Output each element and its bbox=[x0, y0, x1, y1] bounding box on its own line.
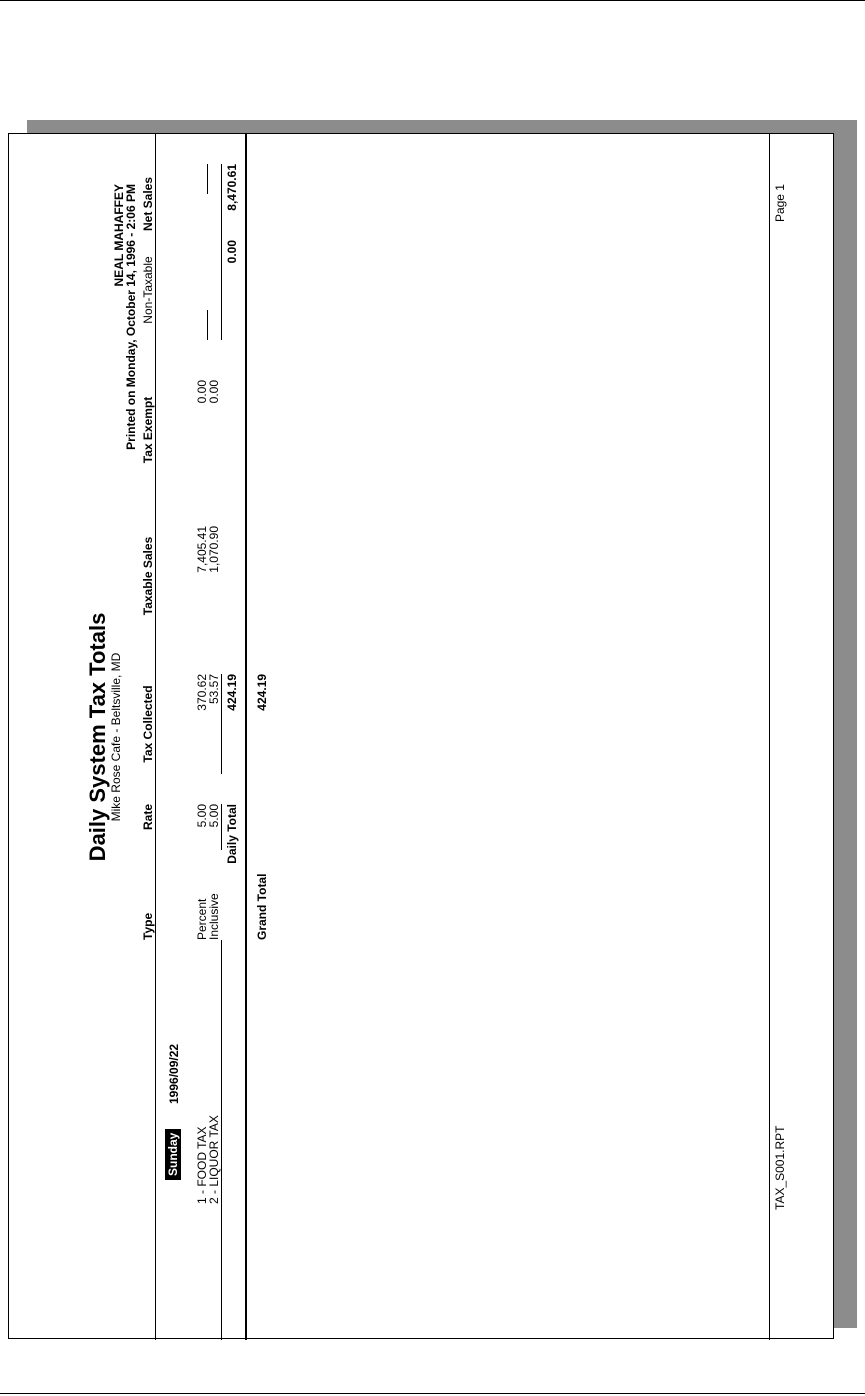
report-subtitle: Mike Rose Cafe - Beltsville, MD bbox=[109, 652, 123, 822]
footer-rule bbox=[769, 134, 770, 1340]
row-taxable-sales: 1,070.90 bbox=[207, 526, 221, 573]
daily-total-non-taxable: 0.00 bbox=[225, 240, 239, 264]
detail-rule bbox=[221, 940, 222, 1340]
row-type: Inclusive bbox=[207, 893, 221, 940]
bottom-rule bbox=[0, 1393, 865, 1394]
row-type: Percent bbox=[195, 898, 209, 940]
tax-collected-total-rule bbox=[221, 674, 222, 774]
rate-total-rule bbox=[221, 804, 222, 850]
header-rule bbox=[155, 134, 156, 1340]
daily-total-tax-collected: 424.19 bbox=[225, 674, 239, 711]
non-taxable-top-rule bbox=[207, 310, 208, 340]
row-rate: 5.00 bbox=[207, 804, 221, 828]
day-date: 1996/09/22 bbox=[167, 1043, 181, 1104]
row-rate: 5.00 bbox=[195, 804, 209, 828]
col-rate: Rate bbox=[141, 804, 155, 831]
daily-total-net-sales: 8,470.61 bbox=[225, 164, 239, 211]
report-canvas bbox=[9, 134, 835, 1340]
day-label: Sunday bbox=[165, 1129, 181, 1180]
non-taxable-total-rule bbox=[221, 240, 222, 340]
col-tax-collected: Tax Collected bbox=[141, 685, 155, 763]
col-net-sales: Net Sales bbox=[141, 176, 155, 232]
col-tax-exempt: Tax Exempt bbox=[141, 396, 155, 464]
net-sales-top-rule bbox=[207, 164, 208, 194]
report-printed: Printed on Monday, October 14, 1996 - 2:06 PM bbox=[124, 184, 138, 450]
row-tax-exempt: 0.00 bbox=[195, 380, 209, 404]
top-rule bbox=[0, 0, 865, 1]
report-user: NEAL MAHAFFEY bbox=[112, 184, 126, 287]
report-title: Daily System Tax Totals bbox=[85, 612, 110, 862]
col-taxable-sales: Taxable Sales bbox=[141, 536, 155, 616]
col-type: Type bbox=[141, 912, 155, 940]
footer-file: TAX_S001.RPT bbox=[773, 1125, 787, 1210]
total-rule bbox=[245, 134, 247, 1340]
footer-page: Page 1 bbox=[773, 184, 787, 223]
row-name: 2 - LIQUOR TAX bbox=[207, 1115, 221, 1204]
net-sales-total-rule bbox=[221, 164, 222, 244]
report-sheet bbox=[8, 133, 834, 1339]
grand-total-tax-collected: 424.19 bbox=[255, 674, 269, 711]
row-name: 1 - FOOD TAX bbox=[195, 1126, 209, 1204]
row-taxable-sales: 7,405.41 bbox=[195, 526, 209, 573]
col-non-taxable: Non-Taxable bbox=[141, 256, 155, 324]
daily-total-label: Daily Total bbox=[225, 804, 239, 864]
row-tax-collected: 53.57 bbox=[207, 674, 221, 705]
row-tax-exempt: 0.00 bbox=[207, 380, 221, 404]
row-tax-collected: 370.62 bbox=[195, 674, 209, 711]
grand-total-label: Grand Total bbox=[255, 873, 269, 940]
